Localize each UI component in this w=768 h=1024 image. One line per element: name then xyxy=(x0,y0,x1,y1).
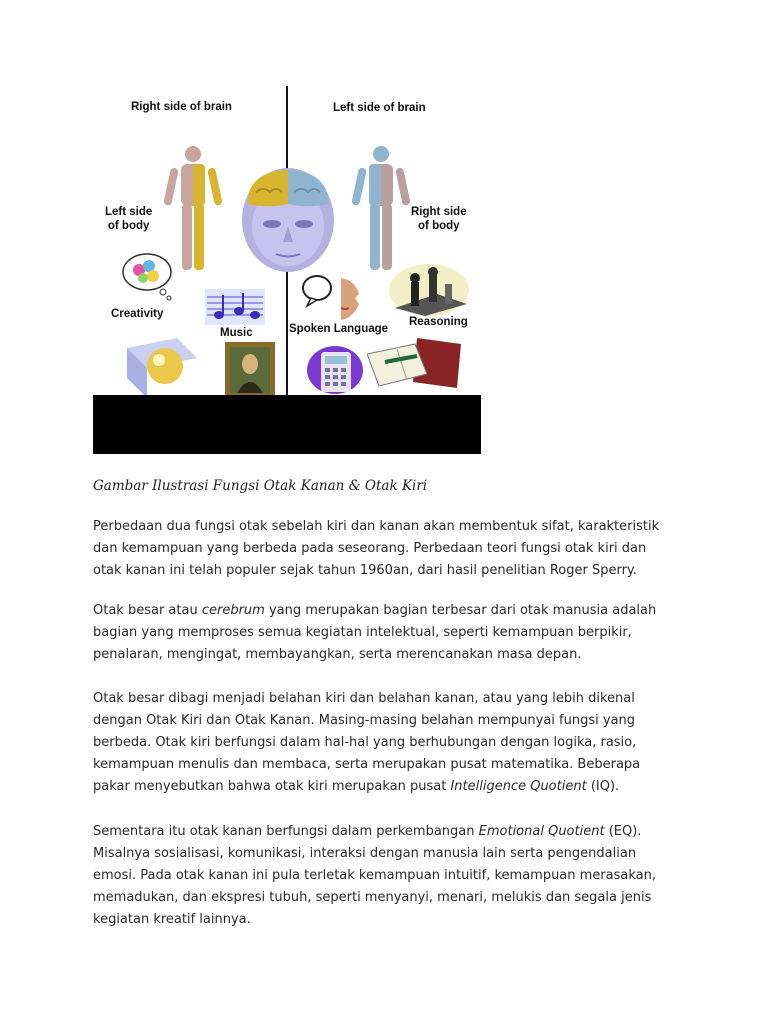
paragraph-4: Sementara itu otak kanan berfungsi dalam perkembangan Emotional Quotient (EQ). Misalnya sosialisasi, komunikasi, interaksi dengan manusia lain serta pengendalian emosi. Pada otak kanan ini pula terletak kemampuan intuitif, kemampuan merasakan, memadukan, dan ekspresi tubuh, seperti menyanyi, menari, melukis dan segala jenis kegiatan kreatif lainnya. xyxy=(93,824,656,927)
label-right-side-of-body: Right side of body xyxy=(411,206,467,232)
paragraph-2: Otak besar atau cerebrum yang merupakan bagian terbesar dari otak manusia adalah bagian yang memproses semua kegiatan intelektual, seperti kemampuan berpikir, penalaran, mengingat, membayangkan, serta merencanakan masa depan. xyxy=(93,603,657,662)
music-notes-icon xyxy=(205,289,265,325)
painting-icon xyxy=(225,342,275,398)
books-icon xyxy=(367,334,463,394)
paragraph-1: Perbedaan dua fungsi otak sebelah kiri dan kanan akan membentuk sifat, karakteristik dan kemampuan yang berbeda pada seseorang. Perbedaan teori fungsi otak kiri dan otak kanan ini telah populer sejak tahun 1960an, dari hasil penelitian Roger Sperry. xyxy=(93,519,660,578)
figure-caption: Gambar Ilustrasi Fungsi Otak Kanan & Otak Kiri xyxy=(93,478,428,494)
black-bar xyxy=(93,395,481,454)
term-emotional-quotient: Emotional Quotient xyxy=(478,824,605,839)
creativity-bubble-icon xyxy=(121,252,177,302)
label-right-side-of-brain: Right side of brain xyxy=(131,101,232,113)
paragraph-3: Otak besar dibagi menjadi belahan kiri dan belahan kanan, atau yang lebih dikenal dengan Otak Kiri dan Otak Kanan. Masing-masing belahan mempunyai fungsi yang berbeda. Otak kiri berfungsi dalam hal-hal yang berhubungan dengan logika, rasio, kemampuan menulis dan membaca, serta merupakan pusat matematika. Beberapa pakar menyebutkan bahwa otak kiri merupakan pusat Intelligence Quotient (IQ). xyxy=(93,691,641,794)
label-spoken-language: Spoken Language xyxy=(289,323,389,335)
head-with-brain xyxy=(236,162,340,274)
term-intelligence-quotient: Intelligence Quotient xyxy=(450,779,587,794)
sphere-3d-icon xyxy=(127,338,197,398)
label-reasoning: Reasoning xyxy=(409,316,468,328)
chess-reasoning-icon xyxy=(389,264,469,316)
term-cerebrum: cerebrum xyxy=(201,603,265,618)
spoken-language-icon xyxy=(301,274,367,322)
brain-illustration xyxy=(93,86,481,454)
calculator-icon xyxy=(307,344,363,394)
label-left-side-of-brain: Left side of brain xyxy=(333,102,426,114)
label-music: Music xyxy=(220,327,253,339)
right-body-figure xyxy=(351,144,411,274)
label-creativity: Creativity xyxy=(111,308,164,320)
label-left-side-of-body: Left side of body xyxy=(105,206,153,232)
